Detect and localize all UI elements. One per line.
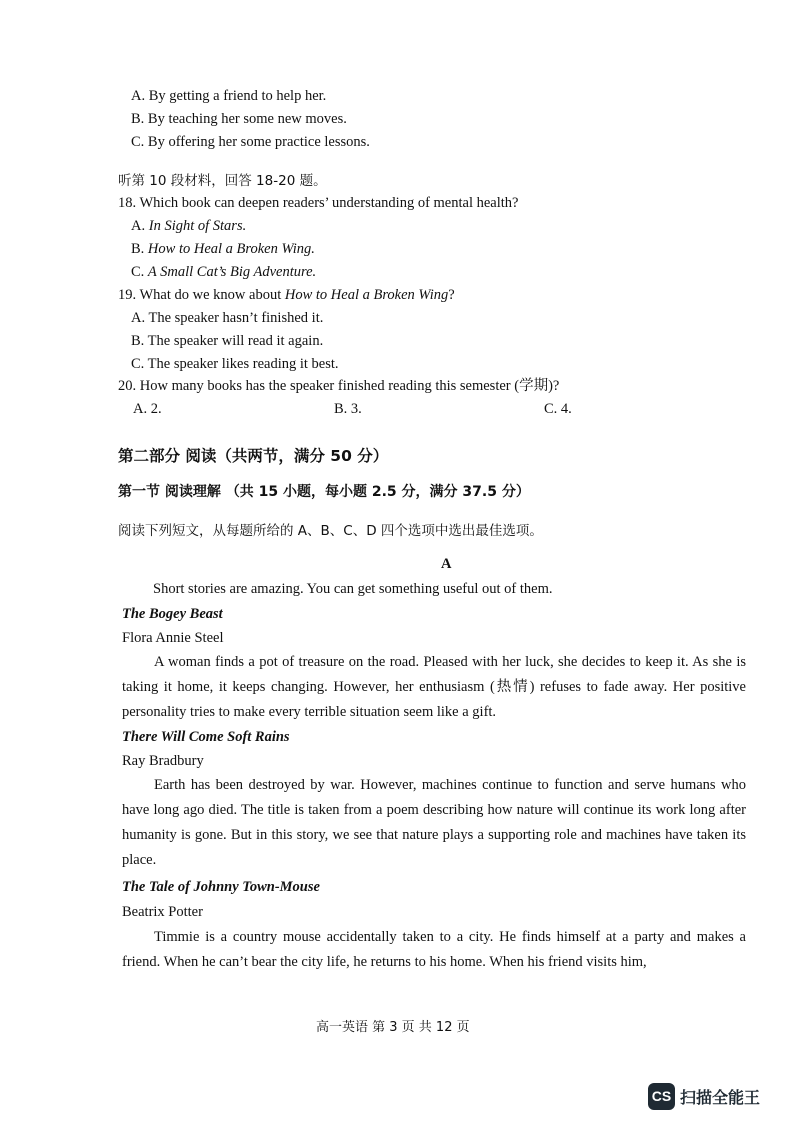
story-title: The Bogey Beast [122,606,223,622]
story-summary: Earth has been destroyed by war. However, machines continue to function and serve humans who have long ago died. The title is taken from a poem describing how nature will continue its work long after humanity is gone. But in this story, we see that nature plays a supporting role and machines have taken its place. [122,777,746,868]
page-footer: 高一英语 第 3 页 共 12 页 [316,1020,470,1035]
q19-option-a: A. The speaker hasn’t finished it. [131,310,324,326]
story-author: Beatrix Potter [122,904,203,920]
q18-option-b: B. How to Heal a Broken Wing. [131,241,315,257]
q19-option-b: B. The speaker will read it again. [131,333,324,349]
q17-option-b: B. By teaching her some new moves. [131,111,347,127]
reading-instruction: 阅读下列短文，从每题所给的 A、B、C、D 四个选项中选出最佳选项。 [118,523,543,539]
q17-option-a: A. By getting a friend to help her. [131,88,327,104]
story-summary: Timmie is a country mouse accidentally taken to a city. He finds himself at a party and makes a friend. When he can’t bear the city life, he returns to his home. When his friend visits him, [122,929,746,970]
passage-label: A [441,556,452,572]
q20-stem: 20. How many books has the speaker finished reading this semester (学期)? [118,378,560,394]
q17-option-c: C. By offering her some practice lessons. [131,134,370,150]
q20-option-c: C. 4. [544,401,572,417]
q19-stem: 19. What do we know about How to Heal a Broken Wing? [118,287,455,303]
story-author: Ray Bradbury [122,753,204,769]
q18-option-c: C. A Small Cat’s Big Adventure. [131,264,317,280]
listening-instruction: 听第 10 段材料，回答 18-20 题。 [118,173,327,189]
q18-stem: 18. Which book can deepen readers’ understanding of mental health? [118,195,519,211]
q20-option-b: B. 3. [334,401,362,417]
story-title: There Will Come Soft Rains [122,729,290,745]
q19-option-c: C. The speaker likes reading it best. [131,356,339,372]
camscanner-logo-icon: CS [648,1083,675,1110]
section1-heading: 第一节 阅读理解 （共 15 小题，每小题 2.5 分，满分 37.5 分） [118,484,530,500]
story-title: The Tale of Johnny Town-Mouse [122,879,320,895]
scanner-watermark [648,1081,760,1111]
q18-option-a: A. In Sight of Stars. [131,218,247,234]
part2-heading: 第二部分 阅读（共两节，满分 50 分） [118,447,389,465]
watermark-app-name: 扫描全能王 [680,1087,761,1107]
passage-intro: Short stories are amazing. You can get something useful out of them. [153,581,553,597]
story-author: Flora Annie Steel [122,630,224,646]
story-summary: A woman finds a pot of treasure on the road. Pleased with her luck, she decides to keep it. As she is taking it home, it keeps changing. However, her enthusiasm (热情) refuses to fade away. Her positive personality tries to make every terrible situation seem like a gift. [122,654,746,720]
q20-option-a: A. 2. [133,401,162,417]
